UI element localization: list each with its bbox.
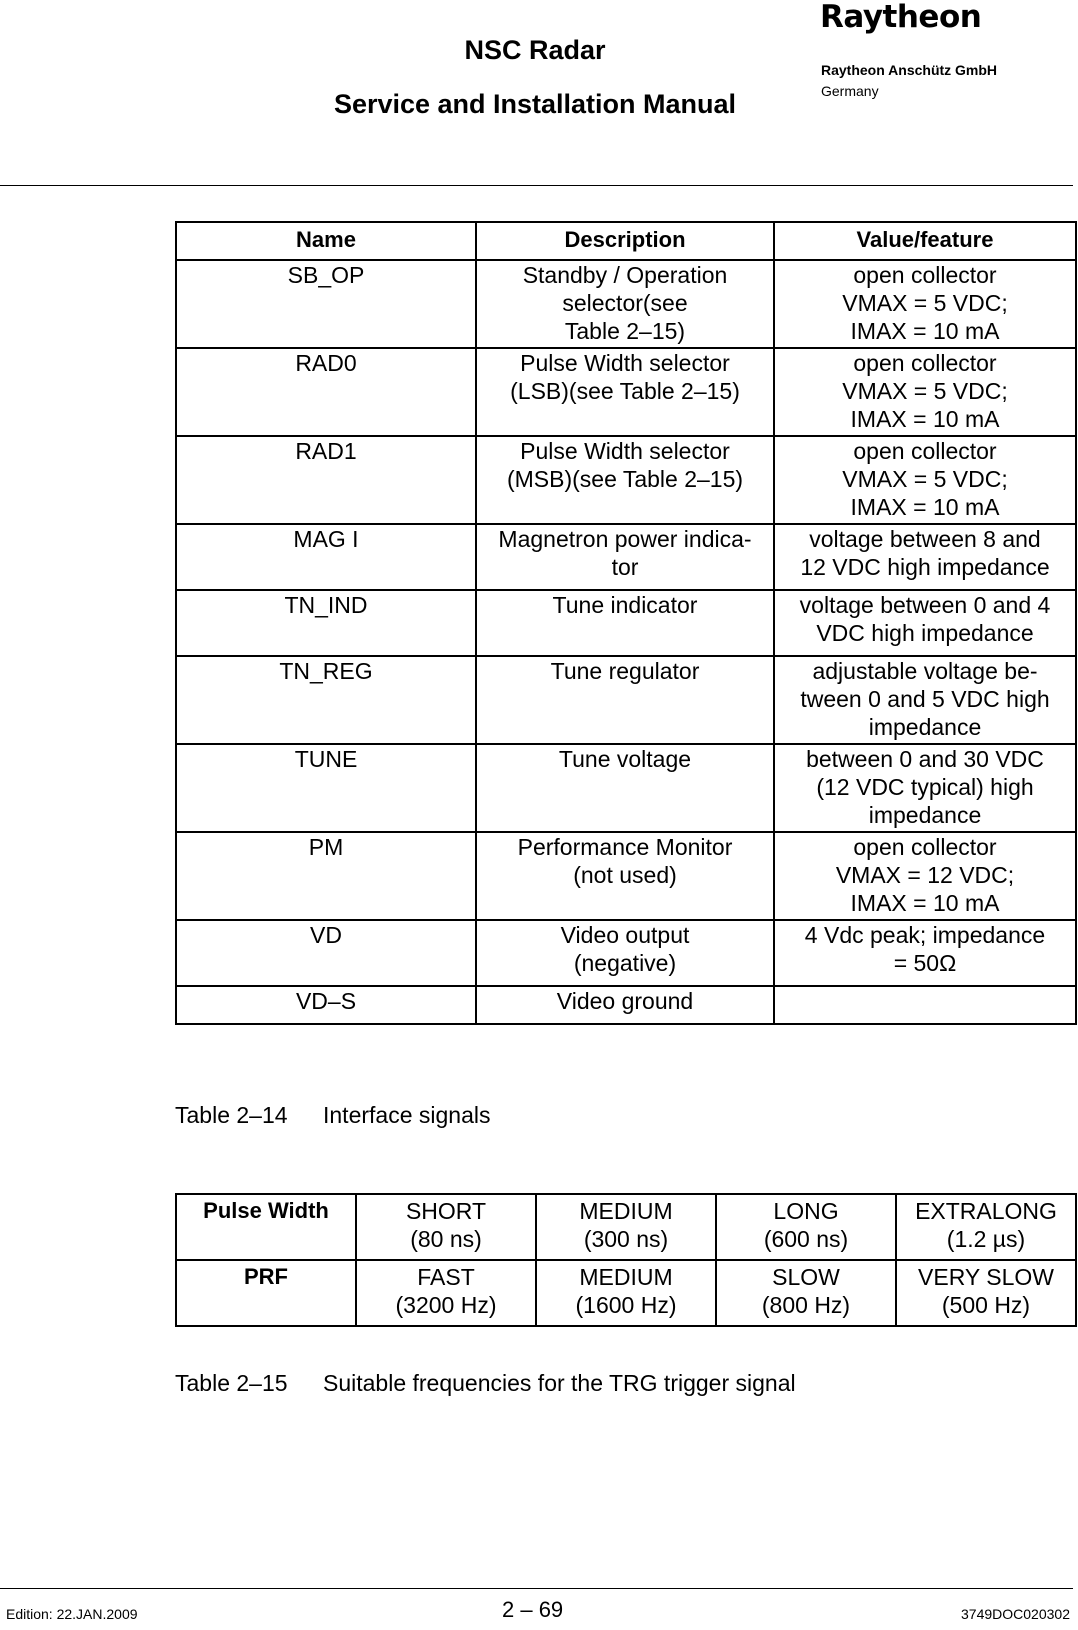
table-row xyxy=(176,656,1076,744)
signal-description-line: Video output xyxy=(560,922,690,948)
company-name: Raytheon Anschütz GmbH xyxy=(821,62,998,78)
header-rule xyxy=(0,185,1073,186)
setting-label: MEDIUM xyxy=(579,1264,673,1290)
signal-value-line: between 0 and 30 VDC xyxy=(806,746,1044,772)
signal-value-cell xyxy=(774,590,1076,656)
setting-value: (300 ns) xyxy=(583,1226,669,1252)
table-2-15-caption xyxy=(175,1370,796,1397)
signal-name: VD–S xyxy=(295,988,357,1014)
table-row xyxy=(176,920,1076,986)
row-label: PRF xyxy=(176,1260,356,1326)
setting-value: (500 Hz) xyxy=(941,1292,1031,1318)
interface-signals-body xyxy=(176,260,1076,1024)
signal-name-cell xyxy=(176,590,476,656)
signal-value-line: open collector xyxy=(853,834,997,860)
signal-name: SB_OP xyxy=(287,262,365,288)
signal-value-line: = 50Ω xyxy=(893,950,957,976)
frequency-cell xyxy=(356,1260,536,1326)
manual-title-line2: Service and Installation Manual xyxy=(333,89,737,119)
signal-description-line: Pulse Width selector xyxy=(520,350,730,376)
signal-value-line: IMAX = 10 mA xyxy=(850,890,1000,916)
setting-value: (80 ns) xyxy=(410,1226,482,1252)
signal-description-line: (MSB)(see Table 2–15) xyxy=(506,466,744,492)
frequency-cell xyxy=(716,1194,896,1260)
signal-description-line: (negative) xyxy=(573,950,677,976)
setting-label: SLOW xyxy=(772,1264,840,1290)
signal-value-line: adjustable voltage be- xyxy=(812,658,1038,684)
frequency-cell xyxy=(716,1260,896,1326)
signal-description-cell xyxy=(476,656,774,744)
col-header-description: Description xyxy=(476,222,774,260)
raytheon-logo: Raytheon xyxy=(820,0,982,35)
signal-value-line: tween 0 and 5 VDC high xyxy=(800,686,1050,712)
trigger-frequency-table xyxy=(175,1193,1077,1327)
table-row xyxy=(176,986,1076,1024)
signal-name: VD xyxy=(310,922,342,948)
company-country: Germany xyxy=(821,83,879,99)
frequency-cell xyxy=(536,1260,716,1326)
table-row xyxy=(176,590,1076,656)
signal-description-line: selector(see xyxy=(562,290,688,316)
document-id: 3749DOC020302 xyxy=(961,1606,1070,1622)
table-row xyxy=(176,1194,1076,1260)
frequency-cell xyxy=(896,1194,1076,1260)
caption-number: Table 2–15 xyxy=(175,1370,288,1396)
signal-value-line: impedance xyxy=(868,802,982,828)
signal-description-line: (LSB)(see Table 2–15) xyxy=(510,378,740,404)
setting-label: MEDIUM xyxy=(579,1198,673,1224)
signal-description-cell xyxy=(476,744,774,832)
signal-name-cell xyxy=(176,920,476,986)
signal-value-cell xyxy=(774,744,1076,832)
setting-label: SHORT xyxy=(405,1198,487,1224)
signal-value-line: VMAX = 5 VDC; xyxy=(842,466,1008,492)
trigger-frequency-body xyxy=(176,1194,1076,1326)
signal-value-line: open collector xyxy=(853,438,997,464)
page-number: 2 – 69 xyxy=(502,1597,564,1622)
signal-description-line: Standby / Operation xyxy=(522,262,728,288)
manual-title-line1: NSC Radar xyxy=(464,35,606,65)
signal-name: RAD1 xyxy=(295,438,357,464)
table-row xyxy=(176,1260,1076,1326)
signal-value-cell xyxy=(774,656,1076,744)
signal-name-cell xyxy=(176,436,476,524)
table-row xyxy=(176,524,1076,590)
frequency-cell xyxy=(896,1260,1076,1326)
footer-rule xyxy=(0,1588,1073,1589)
signal-value-line: VMAX = 5 VDC; xyxy=(842,378,1008,404)
caption-text: Interface signals xyxy=(323,1102,491,1128)
signal-description-cell xyxy=(476,986,774,1024)
table-2-14-caption xyxy=(175,1102,490,1129)
signal-value-line: voltage between 8 and xyxy=(809,526,1041,552)
signal-name: PM xyxy=(308,834,344,860)
signal-value-cell xyxy=(774,986,1076,1024)
signal-description-cell xyxy=(476,832,774,920)
setting-label: EXTRALONG xyxy=(915,1198,1057,1224)
signal-description-line: Magnetron power indica- xyxy=(498,526,752,552)
signal-value-cell xyxy=(774,832,1076,920)
signal-name: TUNE xyxy=(294,746,358,772)
setting-value: (3200 Hz) xyxy=(395,1292,497,1318)
signal-value-cell xyxy=(774,436,1076,524)
signal-description-line: tor xyxy=(611,554,639,580)
signal-value-cell xyxy=(774,920,1076,986)
signal-value-line: IMAX = 10 mA xyxy=(850,494,1000,520)
signal-value-cell xyxy=(774,260,1076,348)
signal-name: TN_IND xyxy=(284,592,368,618)
signal-value-line: 12 VDC high impedance xyxy=(800,554,1050,580)
table-row xyxy=(176,348,1076,436)
table-header-row xyxy=(176,222,1076,260)
setting-label: FAST xyxy=(417,1264,475,1290)
signal-description-cell xyxy=(476,524,774,590)
caption-number: Table 2–14 xyxy=(175,1102,288,1128)
signal-value-line: (12 VDC typical) high xyxy=(816,774,1034,800)
signal-description-line: Tune indicator xyxy=(552,592,698,618)
signal-name: MAG I xyxy=(293,526,359,552)
signal-description-cell xyxy=(476,590,774,656)
signal-value-cell xyxy=(774,524,1076,590)
setting-label: LONG xyxy=(773,1198,839,1224)
table-row xyxy=(176,832,1076,920)
signal-description-line: Tune regulator xyxy=(550,658,700,684)
col-header-name: Name xyxy=(176,222,476,260)
table-row xyxy=(176,436,1076,524)
caption-text: Suitable frequencies for the TRG trigger signal xyxy=(323,1370,796,1396)
signal-description-cell xyxy=(476,436,774,524)
signal-name-cell xyxy=(176,348,476,436)
signal-name-cell xyxy=(176,260,476,348)
signal-name: TN_REG xyxy=(279,658,373,684)
signal-value-cell xyxy=(774,348,1076,436)
setting-value: (1600 Hz) xyxy=(575,1292,677,1318)
table-row xyxy=(176,744,1076,832)
signal-description-cell xyxy=(476,348,774,436)
signal-value-line: IMAX = 10 mA xyxy=(850,406,1000,432)
setting-label: VERY SLOW xyxy=(918,1264,1054,1290)
signal-name-cell xyxy=(176,656,476,744)
signal-description-line: (not used) xyxy=(573,862,677,888)
signal-value-line: IMAX = 10 mA xyxy=(850,318,1000,344)
signal-value-line: impedance xyxy=(868,714,982,740)
row-label: Pulse Width xyxy=(176,1194,356,1260)
signal-description-line: Video ground xyxy=(556,988,694,1014)
signal-description-cell xyxy=(476,920,774,986)
col-header-value: Value/feature xyxy=(774,222,1076,260)
interface-signals-table xyxy=(175,221,1077,1025)
signal-description-line: Tune voltage xyxy=(558,746,692,772)
setting-value: (800 Hz) xyxy=(761,1292,851,1318)
signal-value-line: voltage between 0 and 4 xyxy=(799,592,1051,618)
signal-name-cell xyxy=(176,524,476,590)
signal-description-line: Table 2–15) xyxy=(564,318,686,344)
signal-name-cell xyxy=(176,744,476,832)
setting-value: (600 ns) xyxy=(763,1226,849,1252)
signal-name: RAD0 xyxy=(295,350,357,376)
frequency-cell xyxy=(536,1194,716,1260)
setting-value: (1.2 µs) xyxy=(946,1226,1026,1252)
table-row xyxy=(176,260,1076,348)
frequency-cell xyxy=(356,1194,536,1260)
signal-name-cell xyxy=(176,832,476,920)
signal-value-line: VDC high impedance xyxy=(816,620,1034,646)
signal-value-line: VMAX = 12 VDC; xyxy=(835,862,1015,888)
signal-value-line: VMAX = 5 VDC; xyxy=(842,290,1008,316)
signal-name-cell xyxy=(176,986,476,1024)
signal-description-line: Pulse Width selector xyxy=(520,438,730,464)
signal-description-line: Performance Monitor xyxy=(517,834,733,860)
edition-date: Edition: 22.JAN.2009 xyxy=(6,1606,138,1622)
signal-value-line: 4 Vdc peak; impedance xyxy=(804,922,1046,948)
signal-value-line: open collector xyxy=(853,350,997,376)
signal-value-line: open collector xyxy=(853,262,997,288)
signal-description-cell xyxy=(476,260,774,348)
